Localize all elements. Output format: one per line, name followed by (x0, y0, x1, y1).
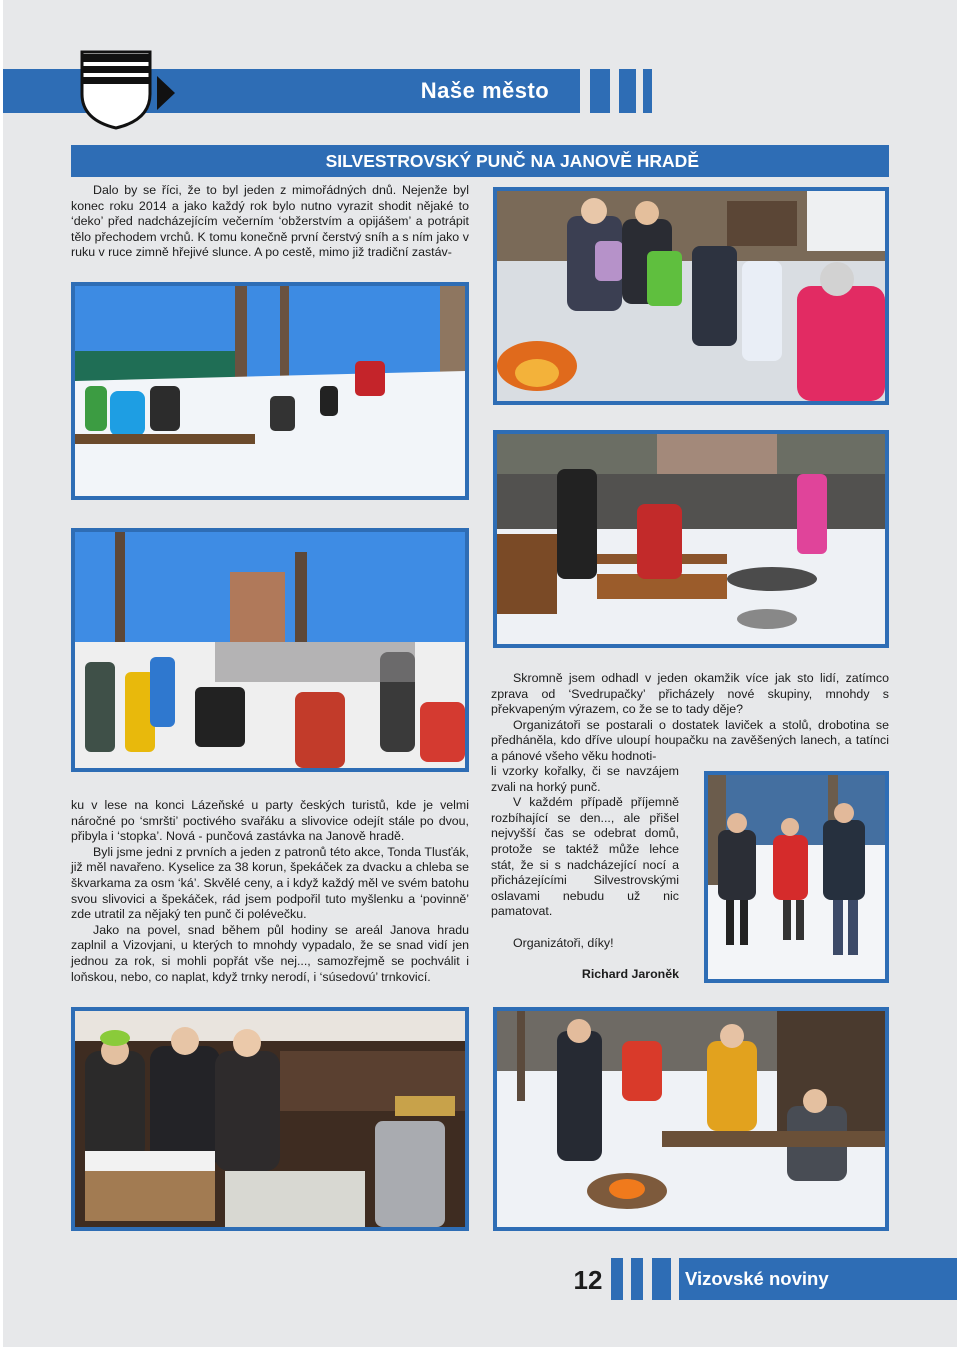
crest-arrow-icon (157, 76, 175, 110)
paragraph: li vzorky kořalky, či se navzájem zvali na horký punč. (491, 764, 679, 794)
article-title: SILVESTROVSKÝ PUNČ NA JANOVĚ HRADĚ (325, 151, 699, 171)
town-crest-icon (80, 50, 152, 130)
paragraph: V každém případě příjemně rozbíhající se den..., ale přišel nejvyšší čas se odebrat domů, protože se taktéž může lehce stát, že si s nadcházející nocí a přicházejícími Silvestrovskými oslavami nebudu už nic pamatovat. (491, 795, 679, 919)
article-left-column (71, 798, 469, 985)
author-name: Richard Jaroněk (581, 966, 679, 981)
page-number: 12 (573, 1265, 603, 1295)
article-title-bar (71, 145, 889, 177)
section-title: Naše město (420, 78, 550, 103)
photo-roasting-sausages (493, 1007, 889, 1231)
paragraph: Skromně jsem odhadl v jeden okamžik více jak sto lidí, zatímco zprava od ‘Svedrupačky’ přicházely nové skupiny, mnohdy s překvapeným výrazem, co že se to tady děje? (491, 671, 889, 717)
paragraph: Jako na povel, snad během půl hodiny se areál Janova hradu zaplnil a Vizovjani, u kterých to mnohdy vypadalo, že se snad vidí jen jednou za rok, si mohli popřát vše nej..., samozřejmě se pochválit i loňskou, nebo, co naplat, když trnky nerodí, i ‘súsedovú’ trnkovicí. (71, 922, 469, 984)
photo-benches-in-snow (71, 282, 469, 500)
article-narrow-column (491, 764, 679, 982)
publication-name: Vizovské noviny (685, 1268, 829, 1289)
paragraph: ku v lese na konci Lázeňské u party českých turistů, kde je velmi náročné po ‘smršti’ poctivého svařáku a slivovice odejít stále po dvou, přibyla i ‘stopka’. Nová - punčová zastávka na Janově hradě. (71, 798, 469, 844)
header-stripe (643, 69, 652, 113)
photo-crowd-castle-ruin (71, 528, 469, 772)
photo-punch-stand (71, 1007, 469, 1231)
photo-family-at-fire (493, 187, 889, 405)
header-stripe (619, 69, 636, 113)
photo-three-men (704, 771, 889, 983)
article-right-column (491, 671, 889, 765)
photo-crowd-benches (493, 430, 889, 648)
header-stripe (590, 69, 610, 113)
intro-paragraph: Dalo by se říci, že to byl jeden z mimořádných dnů. Nejenže byl konec roku 2014 a jako každý rok bylo nutno vyrazit shodit nějaké to ‘deko’ před nadcházejícím večerním ‘obžerstvím a opijášem’ a potrápit tělo přechodem vrchů. K tomu konečně první čerstvý sníh a s ním jako v ruku v ruce zimně hřejivé slunce. A po cestě, mimo již tradiční zastáv- (71, 183, 469, 260)
paragraph: Byli jsme jedni z prvních a jeden z patronů této akce, Tonda Tlusťák, již měl navařeno. Kyselice za 38 korun, špekáček za dvacku a chleba se škvarkama za osm ‘ká’. Skvělé ceny, a i když každý měl ve svém batohu svou slivovici a špekáček, rád jsem podpořil tuto myšlenku a ‘povinně’ zde utratil za nějaký ten punč či polévečku. (71, 844, 469, 922)
footer-stripe (611, 1258, 623, 1300)
footer-stripe (631, 1258, 643, 1300)
article-intro (71, 183, 469, 261)
thanks-line: Organizátoři, díky! (513, 935, 614, 950)
paragraph: Organizátoři se postarali o dostatek laviček a stolů, drobotina se předháněla, kdo dříve uloupí houpačku na zavěšených lanech, a tatínci a pánové všeho věku hodnoti- (491, 717, 889, 763)
footer-stripe (652, 1258, 671, 1300)
